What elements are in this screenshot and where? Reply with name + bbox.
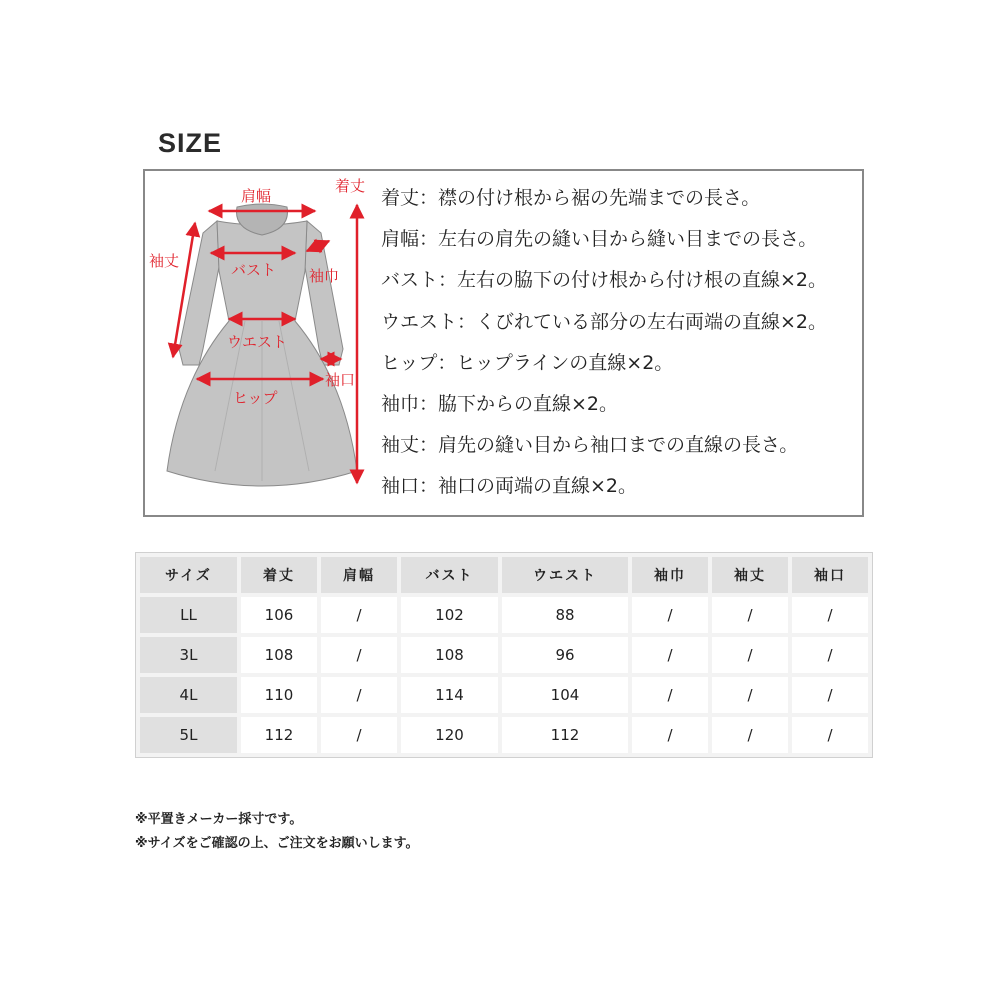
page-title: SIZE: [158, 128, 223, 158]
value-cell: /: [792, 637, 868, 673]
value-cell: /: [321, 677, 397, 713]
description-item: バスト：左右の脇下の付け根から付け根の直線×2。: [381, 269, 828, 292]
description-item: 着丈：襟の付け根から裾の先端までの長さ。: [381, 187, 761, 209]
label-length: 着丈: [335, 177, 366, 195]
value-cell: 110: [241, 677, 317, 713]
column-header: 袖口: [792, 557, 868, 593]
value-cell: 102: [401, 597, 498, 633]
measurement-guide: [143, 169, 864, 517]
value-cell: /: [712, 677, 788, 713]
value-cell: 108: [401, 637, 498, 673]
value-cell: 112: [502, 717, 628, 753]
value-cell: /: [792, 677, 868, 713]
column-header: ウエスト: [502, 557, 628, 593]
description-item: 袖巾：脇下からの直線×2。: [381, 392, 619, 415]
measurement-descriptions: [381, 183, 827, 513]
value-cell: /: [712, 637, 788, 673]
value-cell: /: [632, 637, 708, 673]
value-cell: 88: [502, 597, 628, 633]
column-header: 肩幅: [321, 557, 397, 593]
table-row: [140, 637, 868, 673]
value-cell: /: [321, 717, 397, 753]
value-cell: /: [792, 717, 868, 753]
dress-diagram: [145, 171, 381, 515]
table-row: [140, 677, 868, 713]
label-sleeve-width: 袖巾: [309, 267, 340, 285]
column-header: 袖巾: [632, 557, 708, 593]
label-shoulder: 肩幅: [241, 187, 272, 205]
description-item: 袖丈：肩先の縫い目から袖口までの直線の長さ。: [381, 434, 799, 457]
size-cell: 5L: [140, 717, 237, 753]
table-row: [140, 717, 868, 753]
note-confirm-size: ※サイズをご確認の上、ご注文をお願いします。: [135, 836, 419, 851]
table-header-row: [140, 557, 868, 593]
description-item: 肩幅：左右の肩先の縫い目から縫い目までの長さ。: [381, 228, 818, 251]
value-cell: 114: [401, 677, 498, 713]
column-header: サイズ: [140, 557, 237, 593]
label-sleeve-length: 袖丈: [149, 252, 180, 270]
column-header: バスト: [401, 557, 498, 593]
value-cell: 108: [241, 637, 317, 673]
value-cell: 112: [241, 717, 317, 753]
value-cell: /: [712, 717, 788, 753]
notes: [135, 808, 419, 856]
label-waist: ウエスト: [227, 333, 288, 351]
value-cell: /: [792, 597, 868, 633]
value-cell: 104: [502, 677, 628, 713]
label-bust: バスト: [231, 261, 277, 279]
value-cell: /: [632, 717, 708, 753]
size-cell: 3L: [140, 637, 237, 673]
size-cell: LL: [140, 597, 237, 633]
value-cell: 106: [241, 597, 317, 633]
description-item: ヒップ：ヒップラインの直線×2。: [381, 351, 674, 374]
value-cell: 96: [502, 637, 628, 673]
value-cell: /: [712, 597, 788, 633]
note-measurement: ※平置きメーカー採寸です。: [135, 812, 303, 827]
label-hip: ヒップ: [233, 389, 278, 407]
column-header: 着丈: [241, 557, 317, 593]
label-cuff: 袖口: [325, 371, 356, 389]
size-table: [135, 552, 873, 758]
column-header: 袖丈: [712, 557, 788, 593]
value-cell: 120: [401, 717, 498, 753]
value-cell: /: [632, 597, 708, 633]
value-cell: /: [321, 637, 397, 673]
value-cell: /: [632, 677, 708, 713]
table-row: [140, 597, 868, 633]
size-cell: 4L: [140, 677, 237, 713]
description-item: ウエスト：くびれている部分の左右両端の直線×2。: [381, 310, 828, 333]
description-item: 袖口：袖口の両端の直線×2。: [381, 475, 638, 498]
value-cell: /: [321, 597, 397, 633]
